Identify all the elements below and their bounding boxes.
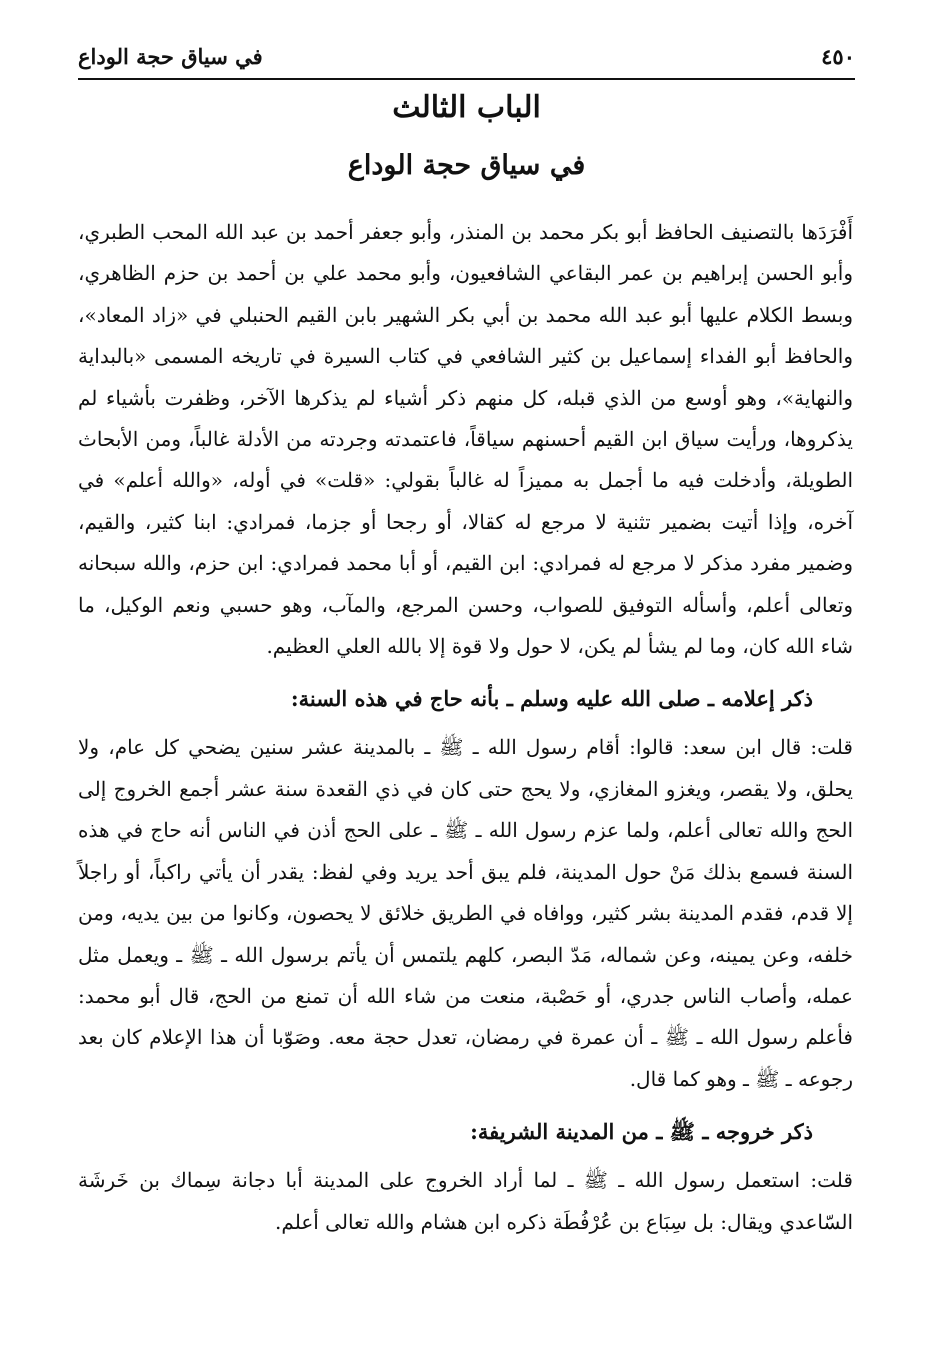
body-text bbox=[78, 212, 853, 1243]
section-heading-announcement: ذكر إعلامه ـ صلى الله عليه وسلم ـ بأنه حاج في هذه السنة: bbox=[290, 686, 813, 712]
page-number: ٤٥٠ bbox=[821, 43, 855, 69]
running-header bbox=[78, 36, 855, 76]
running-title: في سياق حجة الوداع bbox=[78, 43, 263, 69]
intro-paragraph: أَفْرَدَها بالتصنيف الحافظ أبو بكر محمد بن المنذر، وأبو جعفر أحمد بن عبد الله المحب الطبري، وأبو الحسن إبراهيم بن عمر البقاعي الشافعيون، وأبو محمد علي بن أحمد بن حزم الظاهري، وبسط الكلام عليها أبو عبد الله محمد بن أبي بكر الشهير بابن القيم الحنبلي في «زاد المعاد»، والحافظ أبو الفداء إسماعيل بن كثير الشافعي في كتاب السيرة في تاريخه المسمى «بالبداية والنهاية»، وهو أوسع من الذي قبله، كل منهم ذكر أشياء لم يذكرها الآخر، وظفرت بأشياء لم يذكروها، ورأيت سياق ابن القيم أحسنهم سياقاً، فاعتمدته وجردته من الأدلة غالباً، ومن الأبحاث الطويلة، وأدخلت فيه ما أجمل به مميزاً له غالباً بقولي: «قلت» في أوله، «والله أعلم» في آخره، وإذا أتيت بضمير تثنية لا مرجع له كقالا، أو رجحا أو جزما، فمرادي: ابنا كثير، والقيم، وضمير مفرد مذكر لا مرجع له فمرادي: ابن القيم، أو أبا محمد فمرادي: ابن حزم، والله سبحانه وتعالى أعلم، وأسأله التوفيق للصواب، وحسن المرجع، والمآب، وهو حسبي ونعم الوكيل، ما شاء الله كان، وما لم يشأ لم يكن، لا حول ولا قوة إلا بالله العلي العظيم. bbox=[78, 220, 853, 659]
section-heading-departure: ذكر خروجه ـ ﷺ ـ من المدينة الشريفة: bbox=[470, 1119, 813, 1145]
section-paragraph-announcement: قلت: قال ابن سعد: قالوا: أقام رسول الله ـ ﷺ ـ بالمدينة عشر سنين يضحي كل عام، ولا يحلق، ولا يقصر، ويغزو المغازي، ولا يحج حتى كان في ذي القعدة سنة عشر أجمع الخروج إلى الحج والله تعالى أعلم، ولما عزم رسول الله ـ ﷺ ـ على الحج أذن في الناس أنه حاج في هذه السنة فسمع بذلك مَنْ حول المدينة، فلم يبق أحد يريد وفي لفظ: يقدر أن يأتي راكباً، أو راجلاً إلا قدم، فقدم المدينة بشر كثير، ووافاه في الطريق خلائق لا يحصون، وكانوا من بين يديه، ومن خلفه، وعن يمينه، وعن شماله، مَدّ البصر، كلهم يلتمس أن يأتم برسول الله ـ ﷺ ـ ويعمل مثل عمله، وأصاب الناس جدري، أو حَصْبة، منعت من شاء الله أن تمنع من الحج، قال أبو محمد: فأعلم رسول الله ـ ﷺ ـ أن عمرة في رمضان، تعدل حجة معه. وصَوّبا أن هذا الإعلام كان بعد رجوعه ـ ﷺ ـ وهو كما قال. bbox=[78, 735, 853, 1091]
header-rule bbox=[78, 78, 855, 80]
chapter-title: الباب الثالث bbox=[392, 90, 541, 125]
chapter-subtitle: في سياق حجة الوداع bbox=[347, 150, 586, 181]
section-paragraph-departure: قلت: استعمل رسول الله ـ ﷺ ـ لما أراد الخروج على المدينة أبا دجانة سِماك بن خَرشَة السّاعدي ويقال: بل سِبَاع بن عُرْفُطَة ذكره ابن هشام والله تعالى أعلم. bbox=[78, 1168, 853, 1234]
